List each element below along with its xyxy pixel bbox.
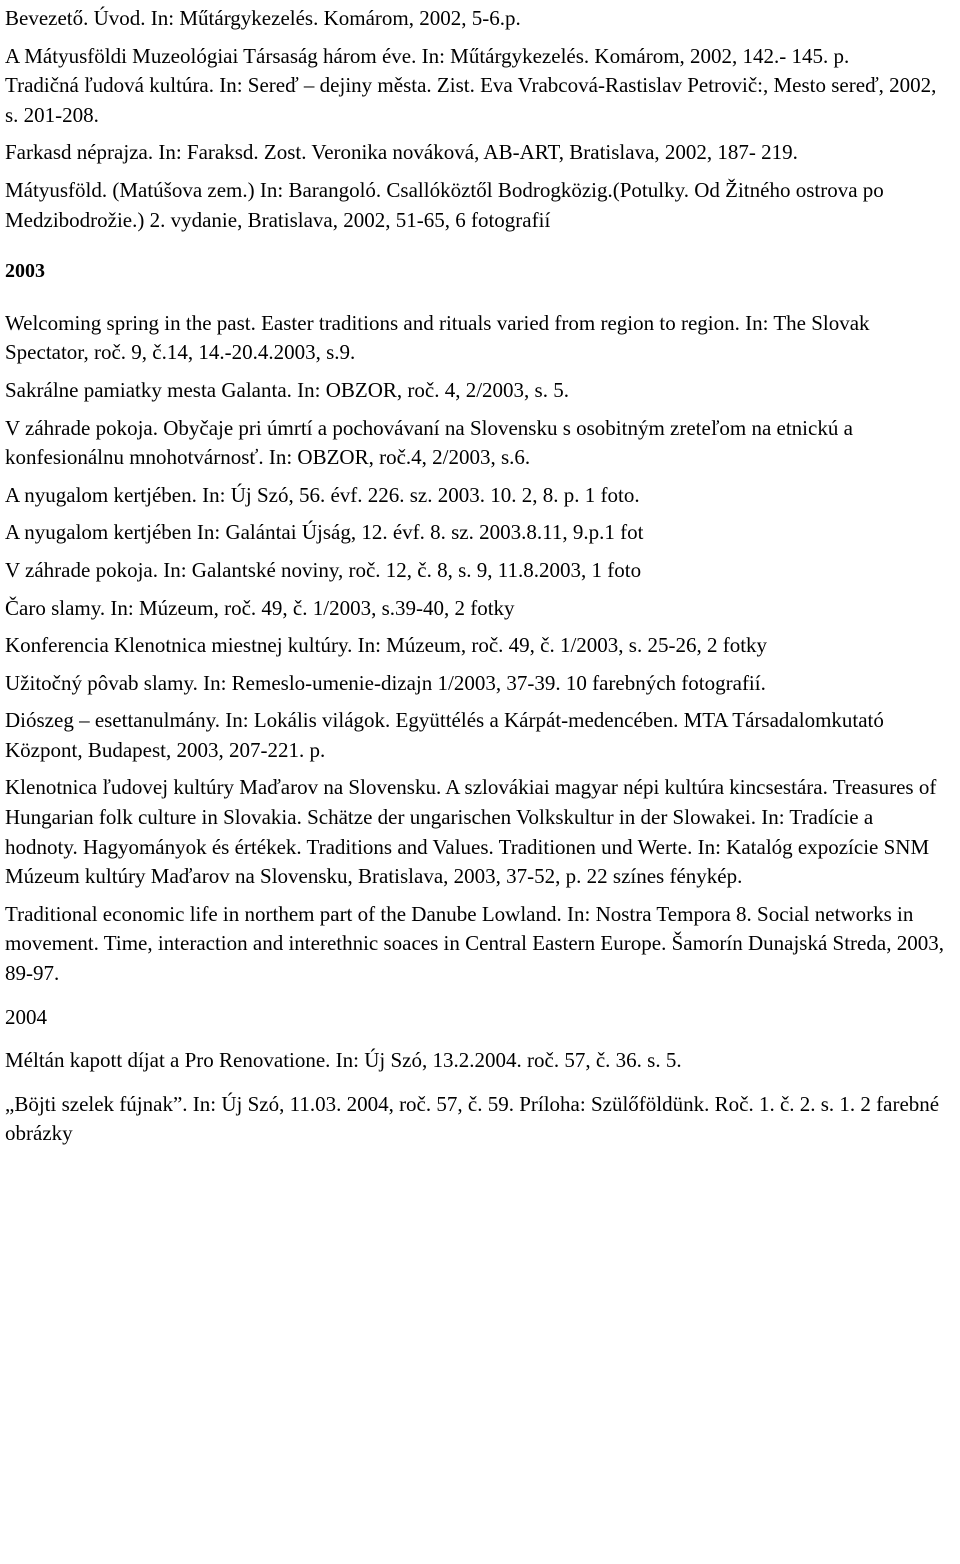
bibliography-entry: Klenotnica ľudovej kultúry Maďarov na Slovensku. A szlovákiai magyar népi kultúra kincsestára. Treasures of Hungarian folk culture in Slovakia. Schätze der ungarischen Volkskultur in der Slowakei. In: Tradície a hodnoty. Hagyományok és értékek. Traditions and Values. Traditionen und Werte. In: Katalóg expozície SNM Múzeum kultúry Maďarov na Slovensku, Bratislava, 2003, 37-52, p. 22 színes fénykép. <box>5 775 937 889</box>
bibliography-entry: Mátyusföld. (Matúšova zem.) In: Barangoló. Csallóköztől Bodrogközig.(Potulky. Od Žitného ostrova po Medzibodrožie.) 2. vydanie, Bratislava, 2002, 51-65, 6 fotografií <box>5 177 884 232</box>
bibliography-entry: Farkasd néprajza. In: Faraksd. Zost. Veronika nováková, AB-ART, Bratislava, 2002, 187- 219. <box>5 140 798 165</box>
year-heading: 2004 <box>5 1004 47 1029</box>
bibliography-entry: V záhrade pokoja. Obyčaje pri úmrtí a pochovávaní na Slovensku s osobitným zreteľom na etnickú a konfesionálnu mnohotvárnosť. In: OBZOR, roč.4, 2/2003, s.6. <box>5 415 853 470</box>
bibliography-entry: „Böjti szelek fújnak”. In: Új Szó, 11.03. 2004, roč. 57, č. 59. Príloha: Szülőföldünk. Roč. 1. č. 2. s. 1. 2 farebné obrázky <box>5 1091 940 1146</box>
bibliography-entry: Welcoming spring in the past. Easter traditions and rituals varied from region to region. In: The Slovak Spectator, roč. 9, č.14, 14.-20.4.2003, s.9. <box>5 310 870 365</box>
bibliography-entry: Konferencia Klenotnica miestnej kultúry. In: Múzeum, roč. 49, č. 1/2003, s. 25-26, 2 fotky <box>5 633 768 658</box>
bibliography-entry: Tradičná ľudová kultúra. In: Sereď – dejiny města. Zist. Eva Vrabcová-Rastislav Petrovič:, Mesto sereď, 2002, s. 201-208. <box>5 73 937 127</box>
bibliography-entry: A nyugalom kertjében. In: Új Szó, 56. évf. 226. sz. 2003. 10. 2, 8. p. 1 foto. <box>5 482 640 507</box>
bibliography-entry: Bevezető. Úvod. In: Műtárgykezelés. Komárom, 2002, 5-6.p. <box>5 6 521 30</box>
bibliography-entry: Traditional economic life in northem part of the Danube Lowland. In: Nostra Tempora 8. Social networks in movement. Time, interaction and interethnic soaces in Central Eastern Europe. Šamorín Dunajská Streda, 2003, 89-97. <box>5 901 944 986</box>
bibliography-entry: Diószeg – esettanulmány. In: Lokális világok. Együttélés a Kárpát-medencében. MTA Társadalomkutató Központ, Budapest, 2003, 207-221. p. <box>5 708 884 762</box>
bibliography-entry: Užitočný pôvab slamy. In: Remeslo-umenie-dizajn 1/2003, 37-39. 10 farebných fotografií. <box>5 670 766 695</box>
bibliography-entry: Sakrálne pamiatky mesta Galanta. In: OBZOR, roč. 4, 2/2003, s. 5. <box>5 377 569 402</box>
year-heading: 2003 <box>5 260 45 283</box>
bibliography-entry: V záhrade pokoja. In: Galantské noviny, roč. 12, č. 8, s. 9, 11.8.2003, 1 foto <box>5 557 642 582</box>
bibliography-entry: A nyugalom kertjében In: Galántai Újság, 12. évf. 8. sz. 2003.8.11, 9.p.1 fot <box>5 520 644 545</box>
bibliography-entry: A Mátyusföldi Muzeológiai Társaság három éve. In: Műtárgykezelés. Komárom, 2002, 142.- 145. p. <box>5 43 850 68</box>
bibliography-entry: Méltán kapott díjat a Pro Renovatione. In: Új Szó, 13.2.2004. roč. 57, č. 36. s. 5. <box>5 1048 682 1073</box>
bibliography-entry: Čaro slamy. In: Múzeum, roč. 49, č. 1/2003, s.39-40, 2 fotky <box>5 595 515 620</box>
